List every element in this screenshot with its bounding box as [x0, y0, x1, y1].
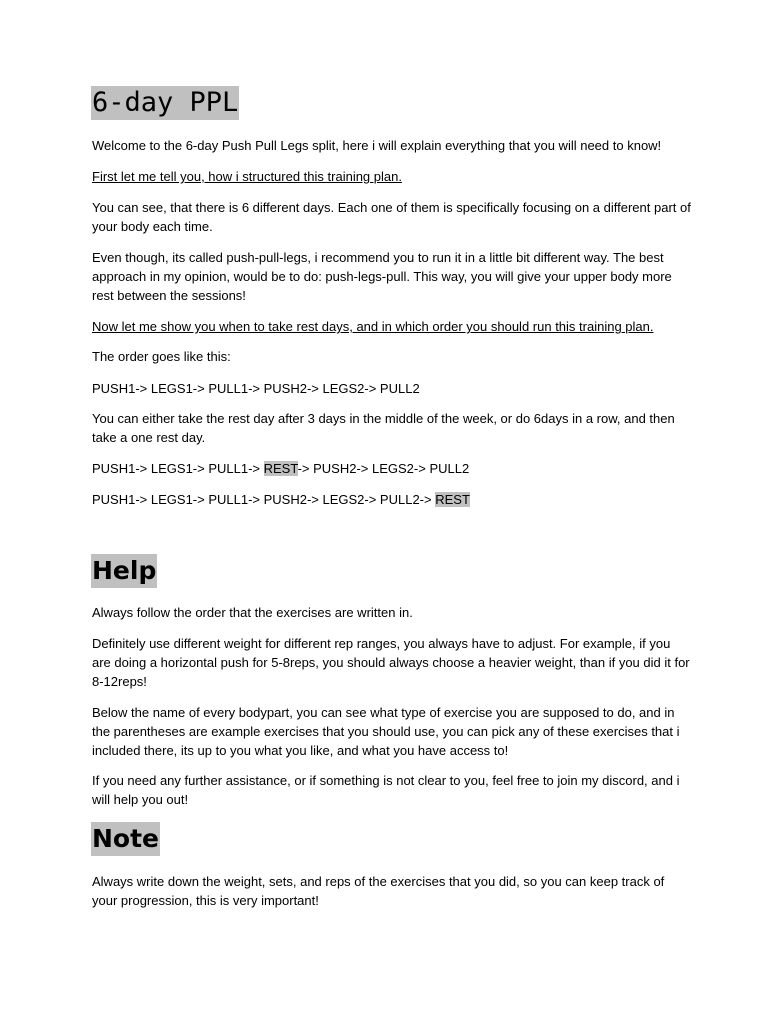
- sequence-part: -> PUSH2-> LEGS2-> PULL2: [297, 461, 470, 476]
- sequence-part: PUSH1-> LEGS1-> PULL1-> PUSH2-> LEGS2-> PULL2->: [92, 492, 436, 507]
- title-heading: 6-day PPL: [92, 87, 239, 118]
- days-paragraph: You can see, that there is 6 different days. Each one of them is specifically focusing on a different part of your body each time.: [92, 200, 691, 234]
- help-paragraph-4: If you need any further assistance, or if something is not clear to you, feel free to join my discord, and i will help you out!: [92, 773, 680, 807]
- sequence-rest-end: [92, 490, 692, 509]
- rest-highlight: REST: [263, 461, 298, 476]
- sequence-part: PUSH1-> LEGS1-> PULL1->: [92, 461, 264, 476]
- rest-highlight: REST: [435, 492, 470, 507]
- order-sequence: PUSH1-> LEGS1-> PULL1-> PUSH2-> LEGS2-> PULL2: [92, 381, 420, 396]
- order-intro: The order goes like this:: [92, 349, 231, 364]
- sequence-rest-middle: [92, 459, 692, 478]
- rest-options-paragraph: You can either take the rest day after 3 days in the middle of the week, or do 6days in a row, and then take a one rest day.: [92, 411, 675, 445]
- structure-subheading: First let me tell you, how i structured this training plan.: [92, 169, 402, 184]
- note-paragraph: Always write down the weight, sets, and reps of the exercises that you did, so you can keep track of your progression, this is very important!: [92, 874, 665, 908]
- help-paragraph-1: Always follow the order that the exercises are written in.: [92, 605, 413, 620]
- help-paragraph-3: Below the name of every bodypart, you can see what type of exercise you are supposed to do, and in the parentheses are example exercises that you should use, you can pick any of these exercises that i included there, its up to you what you like, and what you have access to!: [92, 705, 680, 758]
- intro-paragraph: Welcome to the 6-day Push Pull Legs split, here i will explain everything that you will need to know!: [92, 138, 662, 153]
- rest-subheading: Now let me show you when to take rest days, and in which order you should run this training plan.: [92, 319, 654, 334]
- note-heading: Note: [91, 822, 160, 856]
- help-heading: Help: [91, 554, 157, 588]
- help-paragraph-2: Definitely use different weight for different rep ranges, you always have to adjust. For example, if you are doing a horizontal push for 5-8reps, you should always choose a heavier weight, than if you did it for 8-12reps!: [92, 636, 690, 689]
- order-paragraph: Even though, its called push-pull-legs, i recommend you to run it in a little bit different way. The best approach in my opinion, would be to do: push-legs-pull. This way, you will give your upper body more rest between the sessions!: [92, 250, 672, 303]
